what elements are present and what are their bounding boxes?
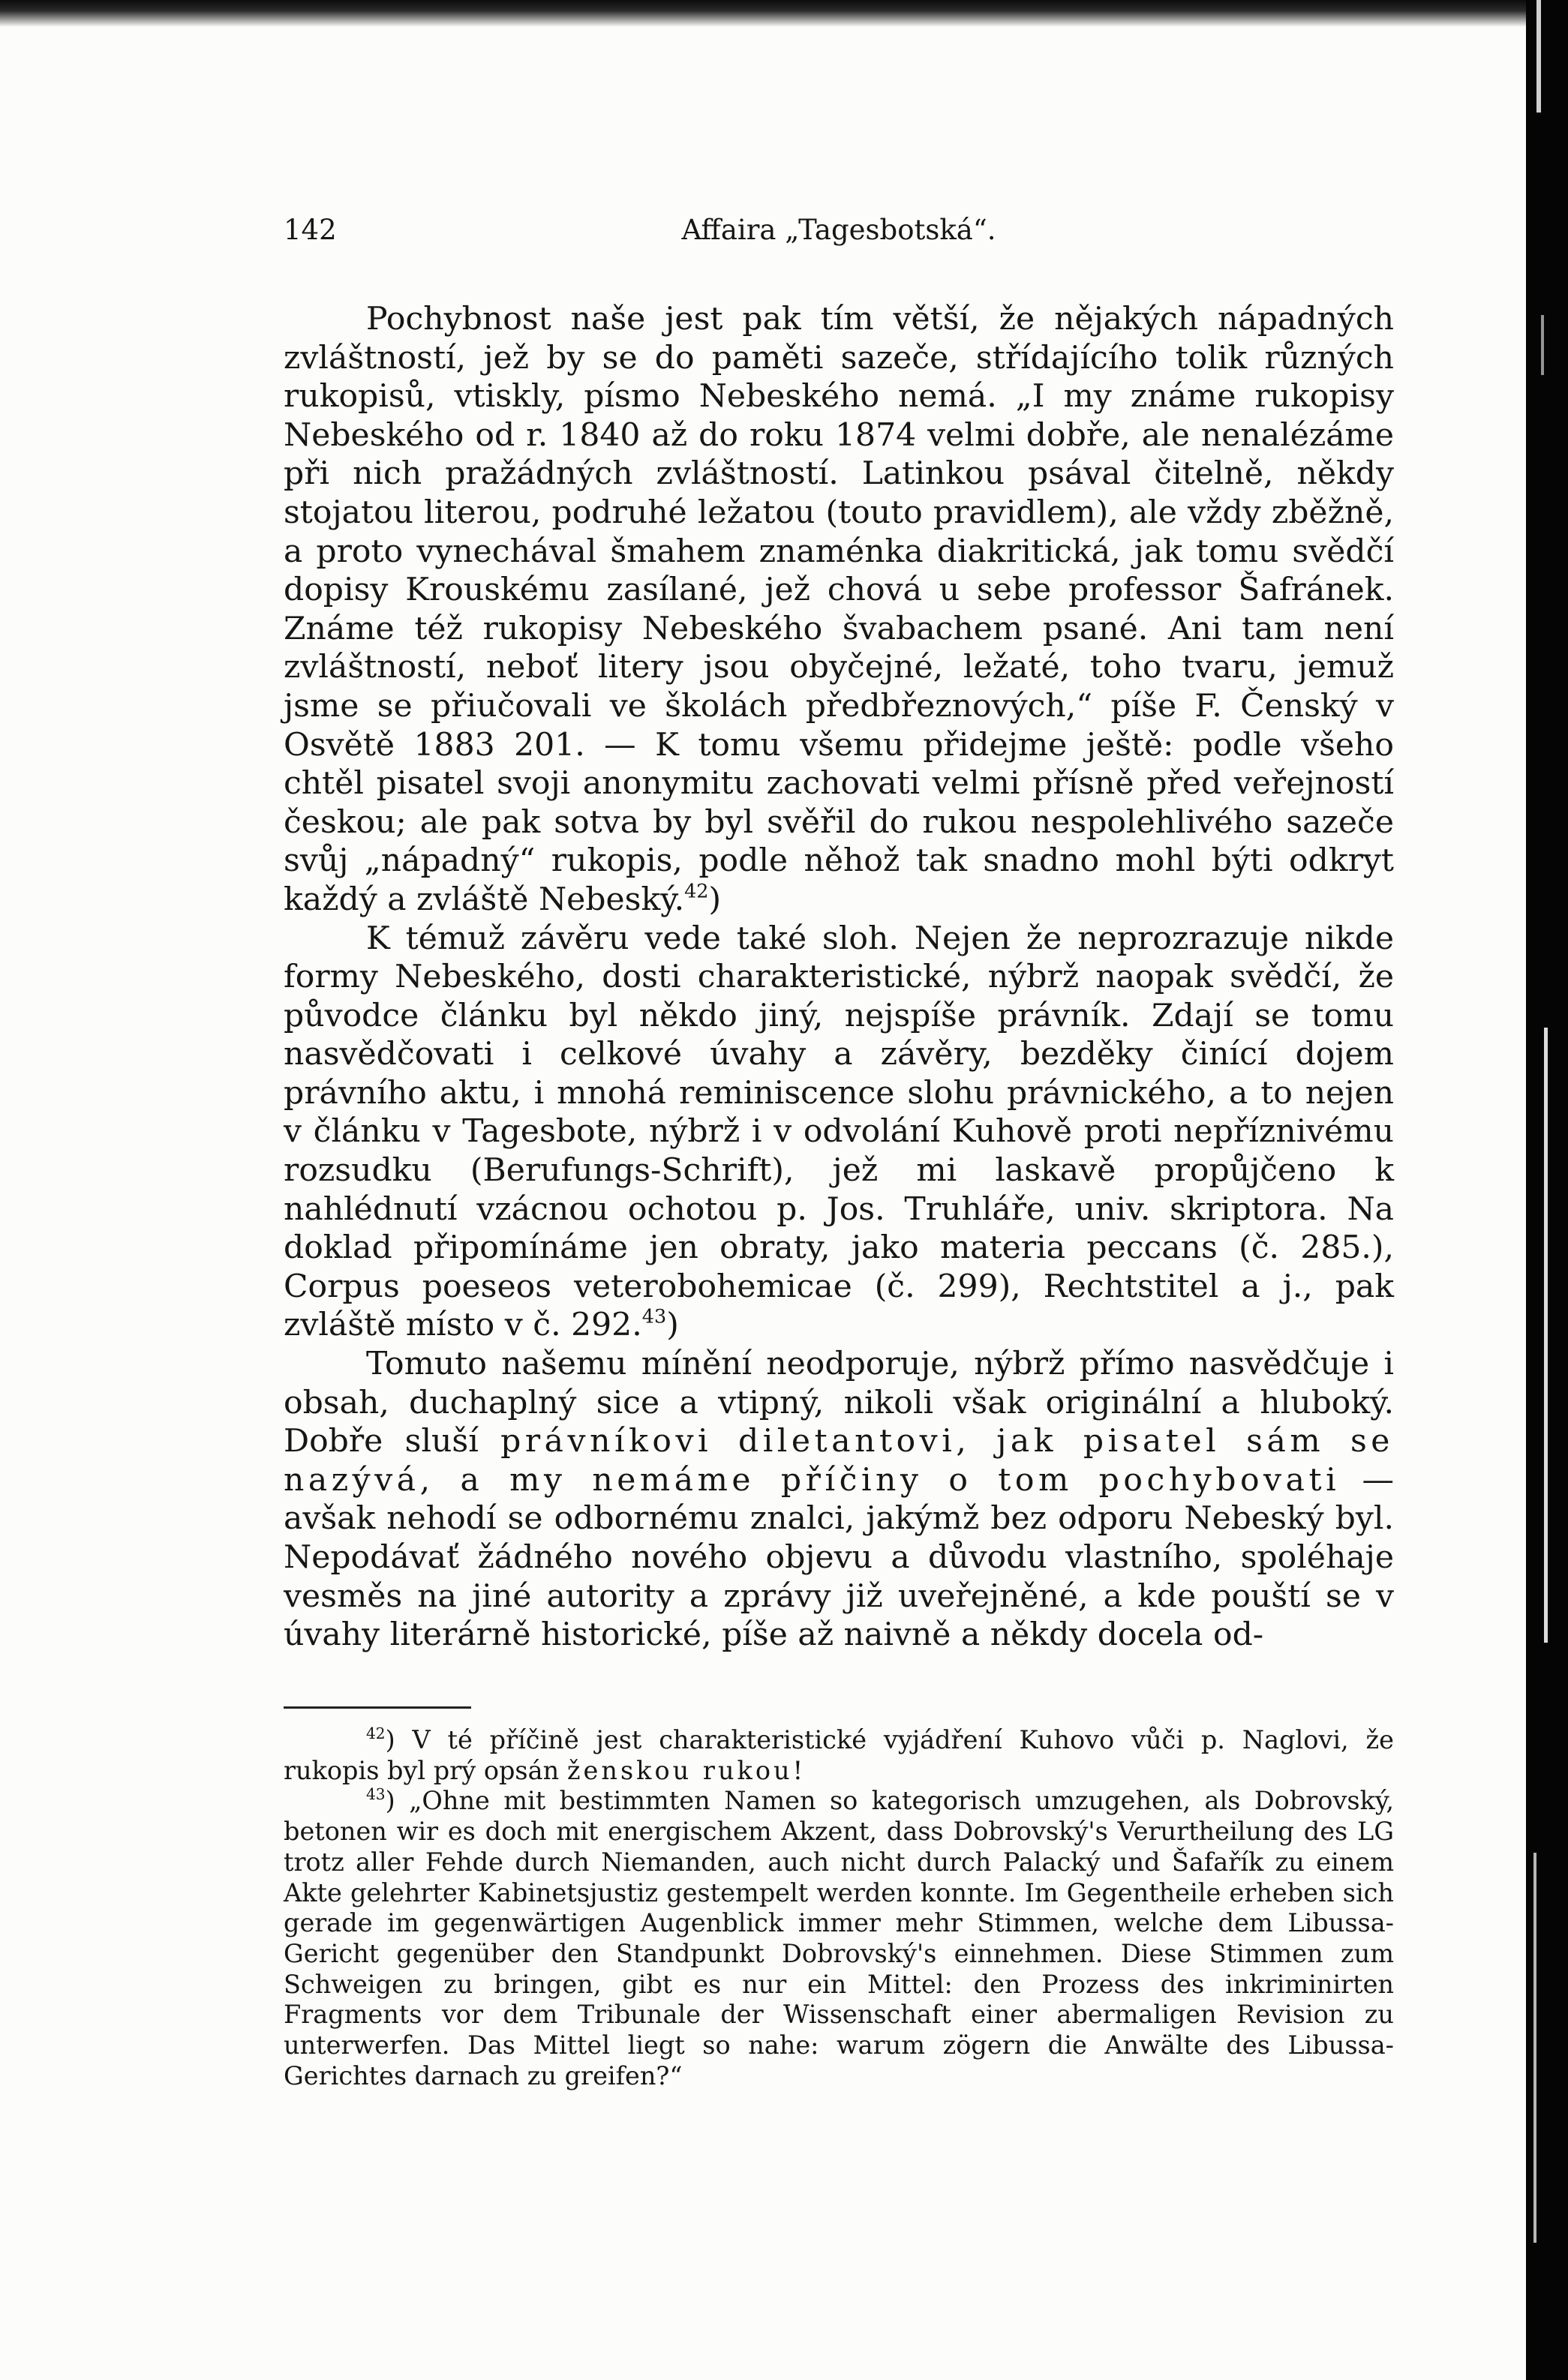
paragraph-text: — avšak nehodí se odbornému znalci, jakýmž bez odporu Nebeský byl. Nepodávať žádného nového objevu a důvodu vlastního, spoléhaje vesměs na jiné autority a zprávy již uveřejněné, a kde pouští se v úvahy literárně historické, píše až naivně a někdy docela od- xyxy=(284,1461,1394,1654)
paragraph-text: K témuž závěru vede také sloh. Nejen že neprozrazuje nikde formy Nebeského, dosti charakteristické, nýbrž naopak svědčí, že původce článku byl někdo jiný, nejspíše právník. Zdají se tomu nasvědčovati i celkové úvahy a závěry, bezděky činící dojem právního aktu, i mnohá reminiscence slohu právnického, a to nejen v článku v Tagesbote, nýbrž i v odvolání Kuhově proti nepříznivému rozsudku (Berufungs-Schrift), jež mi laskavě propůjčeno k nahlédnutí vzácnou ochotou p. Jos. Truhláře, univ. skriptora. Na doklad připomínáme jen obraty, jako materia peccans (č. 285.), Corpus poeseos veterobohemicae (č. 299), Rechtstitel a j., pak zvláště místo v č. 292. xyxy=(284,920,1394,1344)
edge-mark xyxy=(1544,1028,1548,1643)
spaced-emphasis: ženskou rukou xyxy=(566,1755,793,1785)
spaced-emphasis: právníkovi diletantovi, jak pisatel sám se nazývá, a my nemáme příčiny o tom pochybovati xyxy=(284,1423,1394,1499)
footnote-text: ! xyxy=(792,1755,804,1785)
page-edge-shadow xyxy=(1526,0,1568,2380)
paragraph-text: ) xyxy=(666,1307,679,1344)
footnote xyxy=(284,1725,1394,1786)
paragraph-text: Tomuto našemu mínění neodporuje, nýbrž přímo nasvědčuje i obsah, duchaplný sice a vtipný, nikoli však originální a hluboký. Dobře sluší xyxy=(284,1346,1394,1460)
main-text xyxy=(284,300,1394,1655)
footnote-mark: 42 xyxy=(366,1724,386,1742)
paragraph-text: ) xyxy=(708,881,722,918)
footnote-rule xyxy=(284,1706,471,1709)
footnote-text: ) V té příčině jest charakteristické vyjádření Kuhovo vůči p. Naglovi, že rukopis byl prý opsán xyxy=(284,1725,1394,1785)
paragraph xyxy=(284,920,1394,1346)
paragraph xyxy=(284,1345,1394,1655)
footnote-text: ) „Ohne mit bestimmten Namen so kategorisch umzugehen, als Dobrovský, betonen wir es doch mit energischem Akzent, dass Dobrovský's Verurtheilung des LG trotz aller Fehde durch Niemanden, auch nicht durch Palacký und Šafařík zu einem Akte gelehrter Kabinetsjustiz gestempelt werden konnte. Im Gegentheile erheben sich gerade im gegenwärtigen Augenblick immer mehr Stimmen, welche dem Libussa-Gericht gegenüber den Standpunkt Dobrovský's einnehmen. Diese Stimmen zum Schweigen zu bringen, gibt es nur ein Mittel: den Prozess des inkriminirten Fragments vor dem Tribunale der Wissenschaft einer abermaligen Revision zu unterwerfen. Das Mittel liegt so nahe: warum zögern die Anwälte des Libussa-Gerichtes darnach zu greifen?“ xyxy=(284,1786,1394,2090)
edge-mark xyxy=(1541,315,1544,375)
footnote-ref: 43 xyxy=(641,1305,667,1328)
page-number: 142 xyxy=(284,214,337,246)
footnotes xyxy=(284,1725,1394,2091)
footnote-ref: 42 xyxy=(684,880,709,903)
footnote-mark: 43 xyxy=(366,1785,386,1804)
paragraph xyxy=(284,300,1394,920)
edge-mark xyxy=(1533,1853,1536,2243)
paragraph-text: Pochybnost naše jest pak tím větší, že nějakých nápadných zvláštností, jež by se do paměti sazeče, střídajícího tolik různých rukopisů, vtiskly, písmo Nebeského nemá. „I my známe rukopisy Nebeského od r. 1840 až do roku 1874 velmi dobře, ale nenalézáme při nich pražádných zvláštností. Latinkou psával čitelně, někdy stojatou literou, podruhé ležatou (touto pravidlem), ale vždy zběžně, a proto vynechával šmahem znaménka diakritická, jak tomu svědčí dopisy Krouskému zasílané, jež chová u sebe professor Šafránek. Známe též rukopisy Nebeského švabachem psané. Ani tam není zvláštností, neboť litery jsou obyčejné, ležaté, toho tvaru, jemuž jsme se přiučovali ve školách předbřeznových,“ píše F. Čenský v Osvětě 1883 201. — K tomu všemu přidejme ještě: podle všeho chtěl pisatel svoji anonymitu zachovati velmi přísně před veřejností českou; ale pak sotva by byl svěřil do rukou nespolehlivého sazeče svůj „nápadný“ rukopis, podle něhož tak snadno mohl býti odkryt každý a zvláště Nebeský. xyxy=(284,301,1394,918)
edge-mark xyxy=(1536,0,1541,113)
running-title: Affaira „Tagesbotská“. xyxy=(681,214,996,246)
footnote xyxy=(284,1786,1394,2091)
page-header xyxy=(284,214,1394,259)
